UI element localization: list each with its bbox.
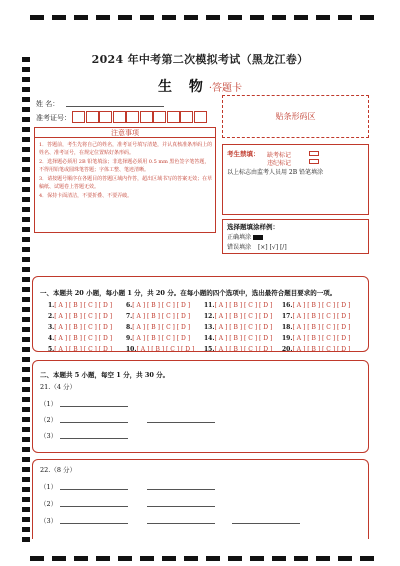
exam-number-digit-box[interactable] — [126, 111, 139, 123]
mc-question[interactable] — [282, 324, 360, 331]
mc-question-number: 11. — [204, 302, 215, 309]
mc-question-number: 17. — [282, 313, 293, 320]
notice-item: 2．选择题必须用 2B 铅笔填涂；非选择题必须用 0.5 mm 黑色签字笔答题，不得用铅笔或圆珠笔答题；字体工整、笔迹清晰。 — [39, 158, 210, 174]
question-22-part-label: （3） — [40, 517, 58, 525]
mc-options[interactable]: [ A ] [ B ] [ C ] [ D ] — [132, 313, 191, 320]
mc-question-number: 12. — [204, 313, 215, 320]
mc-question-number: 18. — [282, 324, 293, 331]
mc-row — [48, 346, 360, 353]
mc-question-number: 15. — [204, 346, 215, 353]
mc-options[interactable]: [ A ] [ B ] [ C ] [ D ] — [214, 302, 273, 309]
answer-blank[interactable] — [60, 506, 128, 507]
exam-number-digit-box[interactable] — [140, 111, 153, 123]
mc-options[interactable]: [ A ] [ B ] [ C ] [ D ] — [54, 324, 113, 331]
notice-list — [39, 141, 213, 200]
mc-question-number: 9. — [126, 335, 133, 342]
mc-question[interactable] — [282, 335, 360, 342]
mc-row — [48, 302, 360, 309]
answer-blank[interactable] — [60, 523, 128, 524]
question-21-title: 21.（4 分） — [40, 383, 77, 391]
mc-question-number: 8. — [126, 324, 133, 331]
notice-item: 3．请按题号顺序在各题目的答题区域内作答，超出区域书写的答案无效；在草稿纸、试题卷上答题无效。 — [39, 175, 213, 191]
exam-number-digit-box[interactable] — [99, 111, 112, 123]
answer-blank[interactable] — [60, 489, 128, 490]
answer-blank[interactable] — [60, 438, 128, 439]
exam-number-digit-box[interactable] — [180, 111, 193, 123]
name-label: 姓 名： — [36, 100, 60, 108]
answer-blank[interactable] — [147, 489, 215, 490]
examiner-only-title: 考生禁填： — [227, 150, 260, 158]
mc-question[interactable] — [126, 302, 204, 309]
notice-item: 4．保持卡面清洁，不要折叠、不要弄破。 — [39, 192, 133, 199]
mc-options[interactable]: [ A ] [ B ] [ C ] [ D ] — [214, 346, 273, 353]
exam-number-digit-box[interactable] — [167, 111, 180, 123]
mc-options[interactable]: [ A ] [ B ] [ C ] [ D ] — [292, 335, 351, 342]
answer-blank[interactable] — [60, 422, 128, 423]
filled-mark-icon — [253, 235, 263, 240]
mc-options[interactable]: [ A ] [ B ] [ C ] [ D ] — [132, 302, 191, 309]
absent-mark-box[interactable] — [309, 151, 319, 156]
mc-options[interactable]: [ A ] [ B ] [ C ] [ D ] — [132, 335, 191, 342]
question-22-part-label: （2） — [40, 500, 58, 508]
barcode-area — [222, 95, 369, 138]
mc-options[interactable]: [ A ] [ B ] [ C ] [ D ] — [214, 313, 273, 320]
violation-mark-label: 违纪标记 — [267, 160, 292, 167]
question-22-title: 22.（8 分） — [40, 466, 77, 474]
mc-options[interactable]: [ A ] [ B ] [ C ] [ D ] — [54, 335, 113, 342]
mc-question[interactable] — [48, 346, 126, 353]
wrong-fill-row — [227, 242, 287, 251]
question-22-box — [32, 459, 369, 539]
mc-question-number: 5. — [48, 346, 55, 353]
exam-number-digit-box[interactable] — [194, 111, 207, 123]
fill-sample-box — [222, 219, 369, 254]
correct-fill-row — [227, 232, 263, 241]
mc-options[interactable]: [ A ] [ B ] [ C ] [ D ] — [214, 335, 273, 342]
exam-number-boxes[interactable] — [72, 111, 207, 123]
notice-box — [34, 127, 216, 233]
mc-question[interactable] — [282, 346, 360, 353]
mc-question[interactable] — [282, 302, 360, 309]
mc-question[interactable] — [204, 335, 282, 342]
answer-blank[interactable] — [147, 506, 215, 507]
mc-question[interactable] — [126, 335, 204, 342]
notice-item: 1．答题前，考生先将自己的姓名，准考证号填写清楚，并认真核准条形码上的姓名、准考证号，在规定位置贴好条形码。 — [39, 142, 213, 157]
answer-blank[interactable] — [147, 422, 215, 423]
answer-blank[interactable] — [232, 523, 300, 524]
subject-name: 生 物 — [157, 79, 209, 95]
question-21-part-label: （1） — [40, 400, 58, 408]
answer-blank[interactable] — [60, 406, 128, 407]
exam-number-label: 准考证号： — [36, 114, 71, 122]
mc-question[interactable] — [126, 313, 204, 320]
exam-number-digit-box[interactable] — [86, 111, 99, 123]
exam-number-digit-box[interactable] — [72, 111, 85, 123]
mc-options[interactable]: [ A ] [ B ] [ C ] [ D ] — [54, 302, 113, 309]
question-21-part-label: （2） — [40, 416, 58, 424]
mc-question[interactable] — [126, 324, 204, 331]
mc-question-number: 3. — [48, 324, 55, 331]
mc-question-number: 1. — [48, 302, 55, 309]
mc-options[interactable]: [ A ] [ B ] [ C ] [ D ] — [292, 324, 351, 331]
examiner-only-box — [222, 144, 369, 215]
mc-question-number: 14. — [204, 335, 215, 342]
mc-row — [48, 324, 360, 331]
absent-mark-label: 缺考标记 — [267, 152, 292, 159]
question-22-part-label: （1） — [40, 483, 58, 491]
mc-options[interactable]: [ A ] [ B ] [ C ] [ D ] — [214, 324, 273, 331]
mc-options[interactable]: [ A ] [ B ] [ C ] [ D ] — [292, 346, 351, 353]
barcode-label: 贴条形码区 — [275, 112, 316, 121]
mc-question-number: 7. — [126, 313, 133, 320]
exam-number-digit-box[interactable] — [153, 111, 166, 123]
mc-question-number: 2. — [48, 313, 55, 320]
examiner-note: 以上标志由监考人员用 2B 铅笔填涂 — [227, 169, 324, 176]
exam-number-digit-box[interactable] — [113, 111, 126, 123]
mc-question[interactable] — [48, 302, 126, 309]
mc-question-number: 4. — [48, 335, 55, 342]
mc-question[interactable] — [204, 313, 282, 320]
mc-row — [48, 335, 360, 342]
mc-question-number: 10. — [126, 346, 137, 353]
mc-options[interactable]: [ A ] [ B ] [ C ] [ D ] — [136, 346, 195, 353]
section-1-heading: 一、本题共 20 小题，每小题 1 分，共 20 分。在每小题的四个选项中，选出最符合题目要求的一项。 — [40, 289, 337, 297]
mc-question[interactable] — [204, 324, 282, 331]
mc-options[interactable]: [ A ] [ B ] [ C ] [ D ] — [132, 324, 191, 331]
mc-question-number: 20. — [282, 346, 293, 353]
subject-heading — [0, 76, 400, 96]
section-2-heading: 二、本题共 5 小题，每空 1 分，共 30 分。 — [40, 371, 170, 379]
exam-title: 2024 年中考第二次模拟考试（黑龙江卷） — [91, 53, 309, 66]
fill-sample-title: 选择题填涂样例： — [227, 223, 279, 231]
mc-options[interactable]: [ A ] [ B ] [ C ] [ D ] — [292, 313, 351, 320]
answer-blank[interactable] — [147, 523, 215, 524]
mc-question[interactable] — [204, 346, 282, 353]
mc-question-number: 19. — [282, 335, 293, 342]
answer-card-label: ·答题卡 — [208, 83, 243, 94]
name-field[interactable] — [66, 106, 164, 107]
notice-title: 注意事项 — [35, 128, 215, 138]
mc-question[interactable] — [48, 335, 126, 342]
wrong-fill-label: 错误填涂 — [227, 244, 252, 251]
mc-options[interactable]: [ A ] [ B ] [ C ] [ D ] — [54, 346, 113, 353]
violation-mark-box[interactable] — [309, 159, 319, 164]
mc-question-number: 13. — [204, 324, 215, 331]
mc-question-number: 16. — [282, 302, 293, 309]
mc-row — [48, 313, 360, 320]
mc-question[interactable] — [48, 313, 126, 320]
mc-options[interactable]: [ A ] [ B ] [ C ] [ D ] — [54, 313, 113, 320]
mc-question[interactable] — [48, 324, 126, 331]
mc-question-number: 6. — [126, 302, 133, 309]
mc-question[interactable] — [126, 346, 204, 353]
question-21-part-label: （3） — [40, 432, 58, 440]
mc-question[interactable] — [282, 313, 360, 320]
wrong-fill-marks: [×] [√] [/] — [257, 244, 287, 251]
correct-fill-label: 正确填涂 — [227, 234, 252, 241]
mc-options[interactable]: [ A ] [ B ] [ C ] [ D ] — [292, 302, 351, 309]
mc-question[interactable] — [204, 302, 282, 309]
